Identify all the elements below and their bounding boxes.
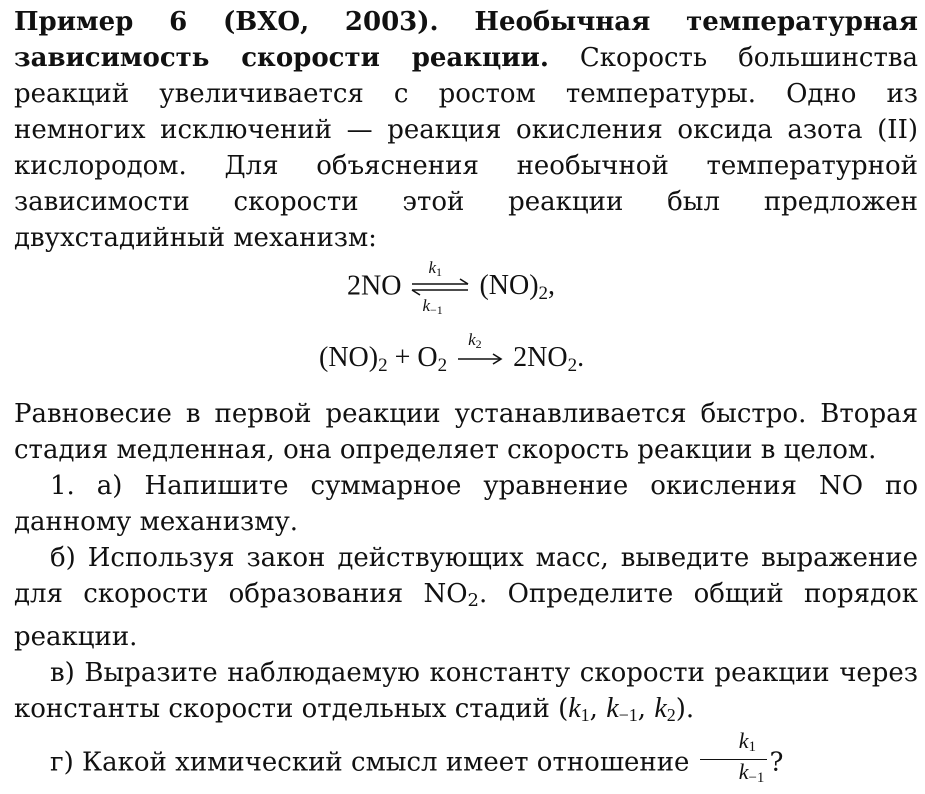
right-arrow-icon <box>454 342 506 378</box>
forward-arrow <box>454 330 506 378</box>
equilibrium-paragraph: Равновесие в первой реакции устанавливается быстро. Вторая стадия медленная, она определяет скорость реакции в целом. <box>14 399 918 465</box>
k-ratio-fraction: $\frac{k_1}{k_{-1}}$ <box>700 729 768 790</box>
k-minus1-label: $k_{-1}$ <box>422 296 443 317</box>
eq2-product: $2NO_2$. <box>513 342 585 377</box>
intro-paragraph <box>14 4 918 256</box>
k2-label: $k_2$ <box>468 330 482 351</box>
intro-text: Скорость большинства реакций увеличивается с ростом температуры. Одно из немногих исключений — реакция окисления оксида азота (II) кислородом. Для объяснения необычной температурной зависимости скорости этой реакции был предложен двухстадийный механизм: <box>14 43 918 253</box>
question-1c: в) Выразите наблюдаемую константу скорости реакции через константы скорости отдельных стадий ($k_1$, $k_{-1}$, $k_2$). <box>14 658 918 725</box>
eq1-reactant: 2NO <box>347 270 402 302</box>
k1-label: $k_1$ <box>428 258 442 279</box>
question-1b: б) Используя закон действующих масс, выведите выражение для скорости образования $NO_2$. Определите общий порядок реакции. <box>14 543 918 652</box>
question-1d: г) Какой химический смысл имеет отношение $\frac{k_1}{k_{-1}}$ ? <box>14 733 918 794</box>
equilibrium-arrow <box>408 258 472 317</box>
question-1a: 1. а) Напишите суммарное уравнение окисления NO по данному механизму. <box>14 471 918 537</box>
k2-symbol: $k_2$ <box>654 693 676 725</box>
equation-step-1 <box>347 258 556 317</box>
example-title: Пример 6 (ВХО, 2003). Необычная температурная зависимость скорости реакции. <box>14 7 918 73</box>
k-minus1-symbol: $k_{-1}$ <box>606 693 638 725</box>
equation-step-2 <box>319 330 585 378</box>
document-page <box>14 4 918 794</box>
eq2-reactants: $(NO)_2 + O_2$ <box>319 342 448 377</box>
mechanism-equations <box>14 256 918 396</box>
k1-symbol: $k_1$ <box>568 693 590 725</box>
eq1-product: $(NO)_2$, <box>479 270 556 305</box>
